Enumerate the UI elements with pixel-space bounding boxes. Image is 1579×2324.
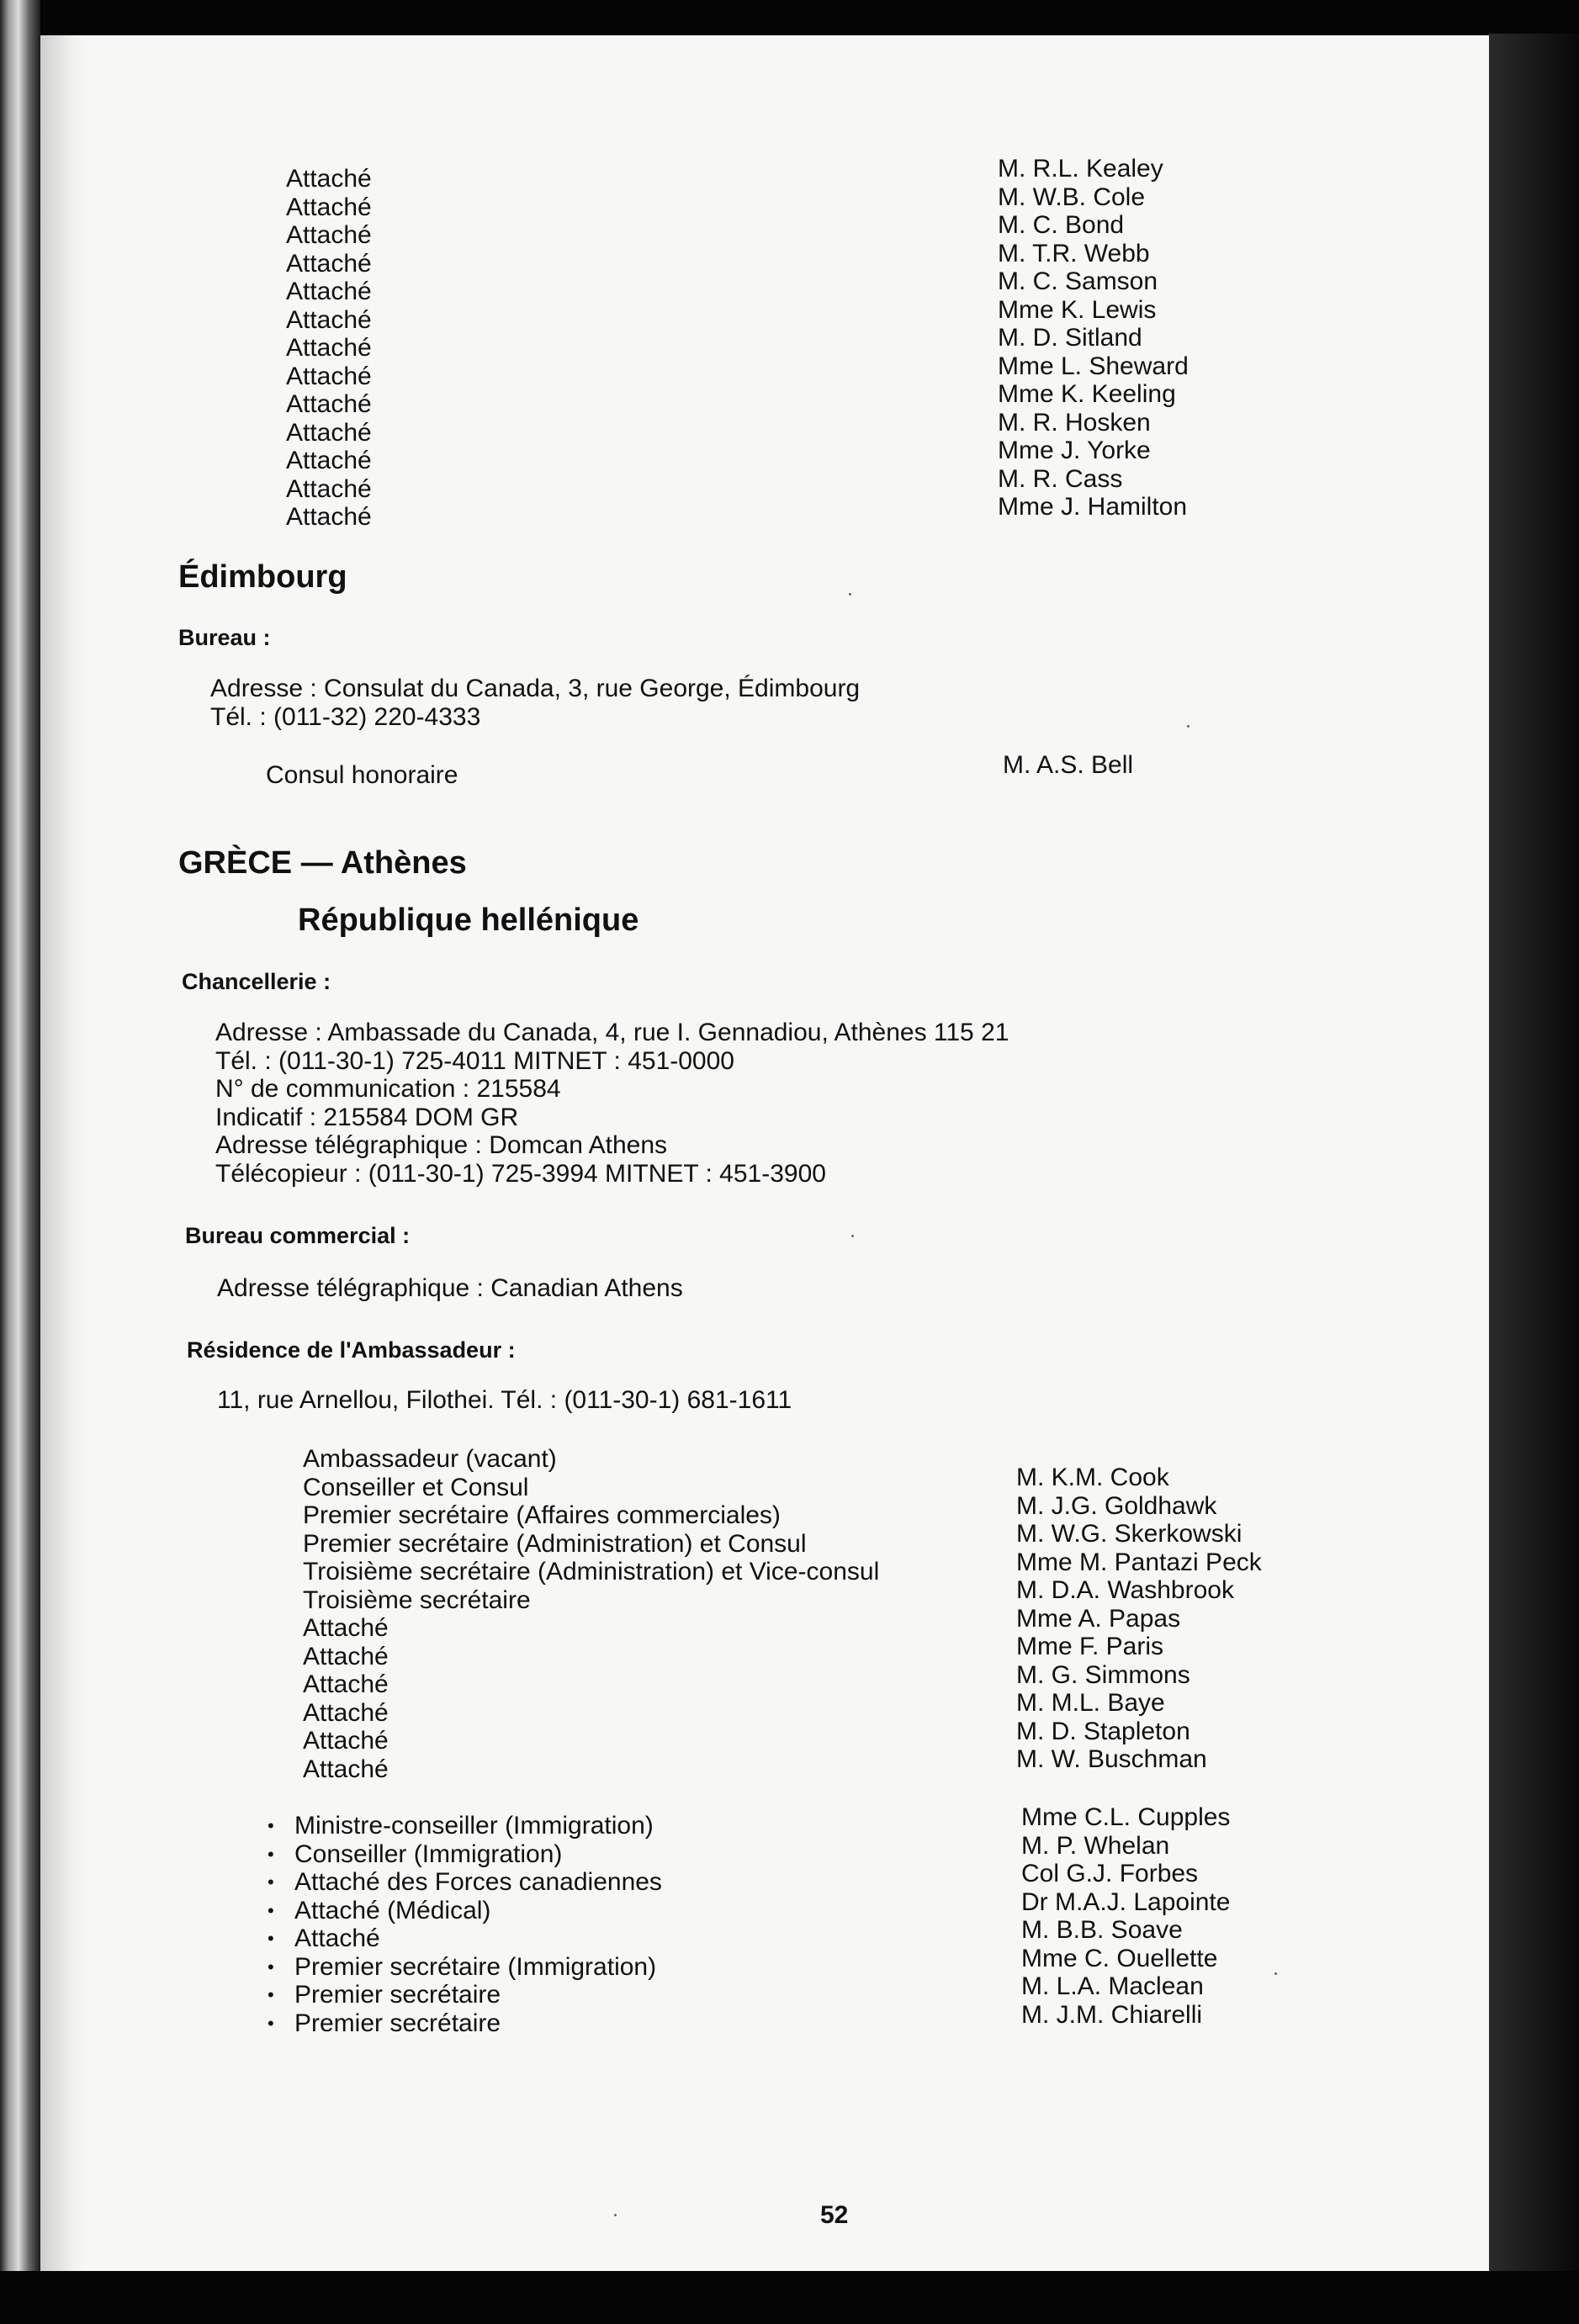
chancellerie-label: Chancellerie : (182, 969, 331, 994)
section-heading-grece: GRÈCE — Athènes (178, 845, 467, 881)
athens-bulleted-titles (268, 1812, 662, 2037)
edimbourg-address: Adresse : Consulat du Canada, 3, rue George, Édimbourg (210, 675, 861, 702)
staff-title: Attaché (286, 193, 372, 221)
staff-name: Mme K. Lewis (998, 295, 1157, 324)
residence-label: Résidence de l'Ambassadeur : (187, 1337, 516, 1363)
bulleted-staff-row (268, 1897, 662, 1925)
staff-title: Premier secrétaire (Administration) et Consul (303, 1529, 807, 1558)
staff-title: Ambassadeur (vacant) (303, 1445, 557, 1473)
staff-title: Attaché (286, 503, 372, 531)
staff-title: Attaché (303, 1614, 389, 1642)
edimbourg-tel: Tél. : (011-32) 220-4333 (210, 703, 481, 731)
chancellerie-line: Tél. : (011-30-1) 725-4011 MITNET : 451-0000 (215, 1046, 734, 1075)
staff-name: M. R. Hosken (998, 408, 1151, 437)
bullet-icon: • (268, 1815, 274, 1836)
staff-title: Conseiller (Immigration) (294, 1840, 563, 1868)
staff-title: Attaché (286, 278, 372, 305)
staff-title: Attaché (286, 390, 372, 418)
scan-border-top (0, 0, 1579, 35)
bullet-icon: • (268, 1871, 274, 1893)
page-number: 52 (820, 2201, 849, 2229)
bulleted-staff-row (268, 2009, 662, 2038)
staff-name: Col G.J. Forbes (1021, 1860, 1199, 1887)
staff-title: Troisième secrétaire (303, 1586, 531, 1614)
staff-name: M. W.B. Cole (998, 183, 1146, 211)
bulleted-staff-row (268, 1812, 662, 1840)
staff-name: M. T.R. Webb (998, 239, 1150, 267)
scan-border-bottom (0, 2271, 1579, 2324)
section-subheading-republique: République hellénique (298, 903, 639, 938)
staff-name: Mme J. Yorke (998, 437, 1151, 464)
bullet-icon: • (268, 1899, 274, 1921)
staff-name: M. D. Sitland (998, 324, 1142, 352)
consul-title: Consul honoraire (266, 761, 458, 789)
staff-title: Attaché (286, 447, 372, 474)
chancellerie-details (215, 1019, 1009, 1188)
staff-name: Mme F. Paris (1016, 1633, 1164, 1660)
staff-name: M. M.L. Baye (1016, 1689, 1165, 1717)
top-titles-column (286, 165, 372, 532)
staff-title: Premier secrétaire (Affaires commerciales) (303, 1501, 781, 1529)
staff-name: Mme M. Pantazi Peck (1016, 1548, 1262, 1576)
scan-speck (849, 593, 851, 596)
residence-address: 11, rue Arnellou, Filothei. Tél. : (011-30-1) 681-1611 (217, 1386, 792, 1414)
staff-title: Attaché (286, 249, 372, 278)
staff-name: M. D. Stapleton (1016, 1717, 1190, 1745)
staff-name: Mme K. Keeling (998, 380, 1176, 408)
section-heading-edimbourg: Édimbourg (178, 559, 347, 595)
staff-name: M. B.B. Soave (1021, 1916, 1183, 1944)
staff-name: M. J.M. Chiarelli (1021, 2000, 1203, 2029)
staff-title: Attaché (303, 1755, 389, 1783)
top-names-column (998, 155, 1189, 521)
staff-name: M. G. Simmons (1016, 1660, 1190, 1689)
staff-name: M. C. Bond (998, 211, 1125, 239)
staff-name: M. R.L. Kealey (998, 155, 1163, 183)
bullet-icon: • (268, 1843, 274, 1865)
staff-name: M. L.A. Maclean (1021, 1972, 1204, 2000)
athens-staff-names (1016, 1464, 1262, 1774)
staff-title: Troisième secrétaire (Administration) et Vice-consul (303, 1558, 880, 1586)
scan-border-right (1489, 34, 1579, 2271)
scan-speck (1187, 725, 1190, 728)
staff-name: M. C. Samson (998, 267, 1158, 295)
chancellerie-line: Adresse : Ambassade du Canada, 4, rue I. Gennadiou, Athènes 115 21 (215, 1019, 1009, 1046)
staff-title: Attaché (286, 165, 372, 193)
staff-title: Conseiller et Consul (303, 1473, 529, 1501)
staff-name: Dr M.A.J. Lapointe (1021, 1887, 1231, 1916)
bullet-icon: • (268, 2012, 274, 2034)
scan-speck (614, 2214, 617, 2216)
staff-title: Ministre-conseiller (Immigration) (294, 1812, 654, 1840)
athens-staff-titles (303, 1445, 879, 1783)
staff-title: Premier secrétaire (Immigration) (294, 1952, 657, 1981)
bullet-icon: • (268, 1956, 274, 1977)
staff-name: Mme A. Papas (1016, 1604, 1181, 1633)
staff-name: M. J.G. Goldhawk (1016, 1491, 1217, 1520)
bureau-label: Bureau : (178, 625, 271, 650)
staff-title: Attaché des Forces canadiennes (294, 1868, 662, 1896)
chancellerie-line: N° de communication : 215584 (215, 1075, 561, 1103)
staff-title: Attaché (286, 221, 372, 249)
staff-name: Mme C.L. Cupples (1021, 1803, 1231, 1831)
bulleted-staff-row (268, 1840, 662, 1869)
staff-title: Attaché (303, 1727, 389, 1755)
scan-speck (1274, 1972, 1277, 1975)
staff-name: M. P. Whelan (1021, 1831, 1170, 1860)
staff-name: Mme L. Sheward (998, 352, 1189, 380)
consul-name: M. A.S. Bell (1003, 751, 1134, 779)
staff-name: M. D.A. Washbrook (1016, 1576, 1234, 1604)
athens-bulleted-names (1021, 1803, 1230, 2029)
staff-name: Mme C. Ouellette (1021, 1944, 1218, 1972)
bullet-icon: • (268, 1928, 274, 1949)
staff-title: Attaché (303, 1698, 389, 1727)
bulleted-staff-row (268, 1981, 662, 2009)
staff-title: Attaché (286, 334, 372, 362)
staff-title: Attaché (286, 418, 372, 447)
bulleted-staff-row (268, 1868, 662, 1897)
staff-title: Attaché (286, 474, 372, 503)
staff-title: Attaché (Médical) (294, 1896, 491, 1924)
chancellerie-line: Télécopieur : (011-30-1) 725-3994 MITNET : 451-3900 (215, 1159, 826, 1188)
staff-name: M. R. Cass (998, 464, 1123, 493)
chancellerie-line: Adresse télégraphique : Domcan Athens (215, 1131, 667, 1159)
staff-name: M. W.G. Skerkowski (1016, 1520, 1243, 1548)
bulleted-staff-row (268, 1953, 662, 1982)
scan-speck (851, 1235, 854, 1237)
commercial-address: Adresse télégraphique : Canadian Athens (217, 1274, 683, 1302)
staff-title: Attaché (286, 362, 372, 390)
bureau-commercial-label: Bureau commercial : (185, 1223, 411, 1248)
staff-title: Attaché (303, 1642, 389, 1670)
staff-title: Attaché (286, 305, 372, 334)
staff-name: Mme J. Hamilton (998, 493, 1188, 521)
staff-title: Attaché (303, 1670, 389, 1698)
staff-title: Premier secrétaire (294, 2009, 501, 2037)
staff-name: M. W. Buschman (1016, 1745, 1207, 1773)
staff-name: M. K.M. Cook (1016, 1464, 1169, 1491)
bullet-icon: • (268, 1984, 274, 2005)
bulleted-staff-row (268, 1924, 662, 1953)
chancellerie-line: Indicatif : 215584 DOM GR (215, 1103, 519, 1131)
staff-title: Attaché (294, 1924, 380, 1952)
staff-title: Premier secrétaire (294, 1981, 501, 2009)
scan-border-left (0, 0, 40, 2324)
page-binding-shadow (40, 35, 87, 2271)
